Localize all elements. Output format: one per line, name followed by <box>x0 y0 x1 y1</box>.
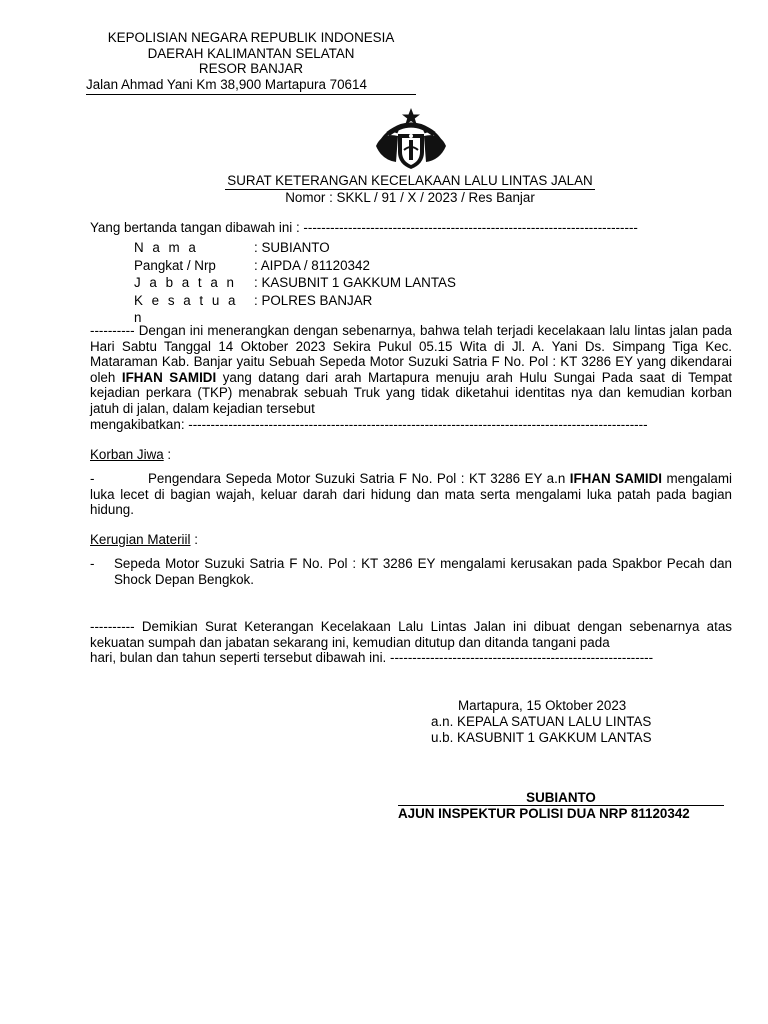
police-emblem-icon <box>368 106 454 172</box>
closing-text: ---------- Demikian Surat Keterangan Kecelakaan Lalu Lintas Jalan ini dibuat dengan sebenarnya atas kekuatan sumpah dan jabatan sekarang ini, kemudian ditutup dan ditanda tangani pada <box>90 619 732 650</box>
statement-text-cont: yang datang dari arah Martapura menuju arah Hulu Sungai Pada saat di Tempat kejadian perkara (TKP) menabrak sebuah Truk yang tidak diketahui identitas nya dan kemudian korban jatuh di jalan, dalam kejadian tersebut <box>90 369 732 416</box>
institution-name: KEPOLISIAN NEGARA REPUBLIK INDONESIA <box>107 30 395 45</box>
region-name: DAERAH KALIMANTAN SELATAN <box>147 45 355 61</box>
identity-value: : AIPDA / 81120342 <box>254 257 370 273</box>
closing-last-line: hari, bulan dan tahun seperti tersebut dibawah ini. ----------------------------------------------------------- <box>90 650 654 666</box>
resort-name: RESOR BANJAR <box>198 61 304 76</box>
victims-dash: - <box>90 471 95 486</box>
losses-list <box>90 556 732 588</box>
victims-heading <box>90 447 171 462</box>
document-number: Nomor : SKKL / 91 / X / 2023 / Res Banjar <box>285 190 535 205</box>
identity-label: Pangkat / Nrp <box>134 257 216 273</box>
identity-label: J a b a t a n <box>134 275 237 290</box>
identity-row-name <box>134 239 456 257</box>
identity-label: K e s a t u a n <box>134 292 238 325</box>
by-order-of: u.b. KASUBNIT 1 GAKKUM LANTAS <box>431 730 652 745</box>
document-title: SURAT KETERANGAN KECELAKAAN LALU LINTAS JALAN <box>227 173 593 188</box>
identity-label: N a m a <box>134 240 199 255</box>
signer-name: SUBIANTO <box>398 790 724 806</box>
victims-heading-colon: : <box>163 447 172 462</box>
victims-text: Pengendara Sepeda Motor Suzuki Satria F No. Pol : KT 3286 EY a.n <box>148 471 570 486</box>
address: Jalan Ahmad Yani Km 38,900 Martapura 70614 <box>86 77 416 96</box>
identity-row-unit <box>134 292 456 327</box>
driver-name: IFHAN SAMIDI <box>121 369 217 385</box>
statement-text: ---------- Dengan ini menerangkan dengan sebenarnya, bahwa telah terjadi kecelakaan lalu lintas jalan pada Hari Sabtu Tanggal 14 Oktober 2023 Sekira Pukul 05.15 Wita di Jl. A. Yani Ds. Simpang Tiga Kec. Mataraman Kab. Banjar yaitu Sebuah Sepeda Motor Suzuki Satria F No. Pol : KT 3286 EY yang dikendarai oleh <box>90 323 732 385</box>
victim-name: IFHAN SAMIDI <box>569 471 663 486</box>
signer-rank: AJUN INSPEKTUR POLISI DUA NRP 81120342 <box>398 806 690 821</box>
loss-item-text: Sepeda Motor Suzuki Satria F No. Pol : KT 3286 EY mengalami kerusakan pada Spakbor Pecah dan Shock Depan Bengkok. <box>114 556 732 587</box>
victims-paragraph <box>90 471 732 518</box>
losses-heading-label: Kerugian Materiil <box>90 532 191 547</box>
identity-value: : KASUBNIT 1 GAKKUM LANTAS <box>254 275 456 290</box>
identity-row-rank <box>134 257 456 275</box>
identity-value: : SUBIANTO <box>254 240 330 255</box>
victims-heading-label: Korban Jiwa <box>90 447 164 462</box>
on-behalf-of: a.n. KEPALA SATUAN LALU LINTAS <box>431 714 652 729</box>
letterhead <box>86 30 416 95</box>
list-item <box>90 556 732 588</box>
identity-value: : POLRES BANJAR <box>254 292 373 308</box>
signature-block <box>395 698 731 746</box>
document-title-block <box>90 173 730 206</box>
victims-text-cont: mengalami luka lecet di bagian wajah, keluar darah dari hidung dan mata serta mengalami luka patah pada bagian hidung. <box>90 471 733 518</box>
losses-heading <box>90 532 198 547</box>
closing-paragraph <box>90 619 732 666</box>
signer-intro: Yang bertanda tangan dibawah ini : --------------------------------------------------------------------------- <box>90 220 638 235</box>
statement-last-line: mengakibatkan: ------------------------------------------------------------------------------------------------------- <box>90 416 648 432</box>
identity-table <box>134 239 456 327</box>
statement-paragraph <box>90 323 732 432</box>
list-bullet: - <box>90 556 95 571</box>
identity-row-position <box>134 274 456 292</box>
place-date: Martapura, 15 Oktober 2023 <box>458 698 627 713</box>
losses-heading-colon: : <box>190 532 198 547</box>
